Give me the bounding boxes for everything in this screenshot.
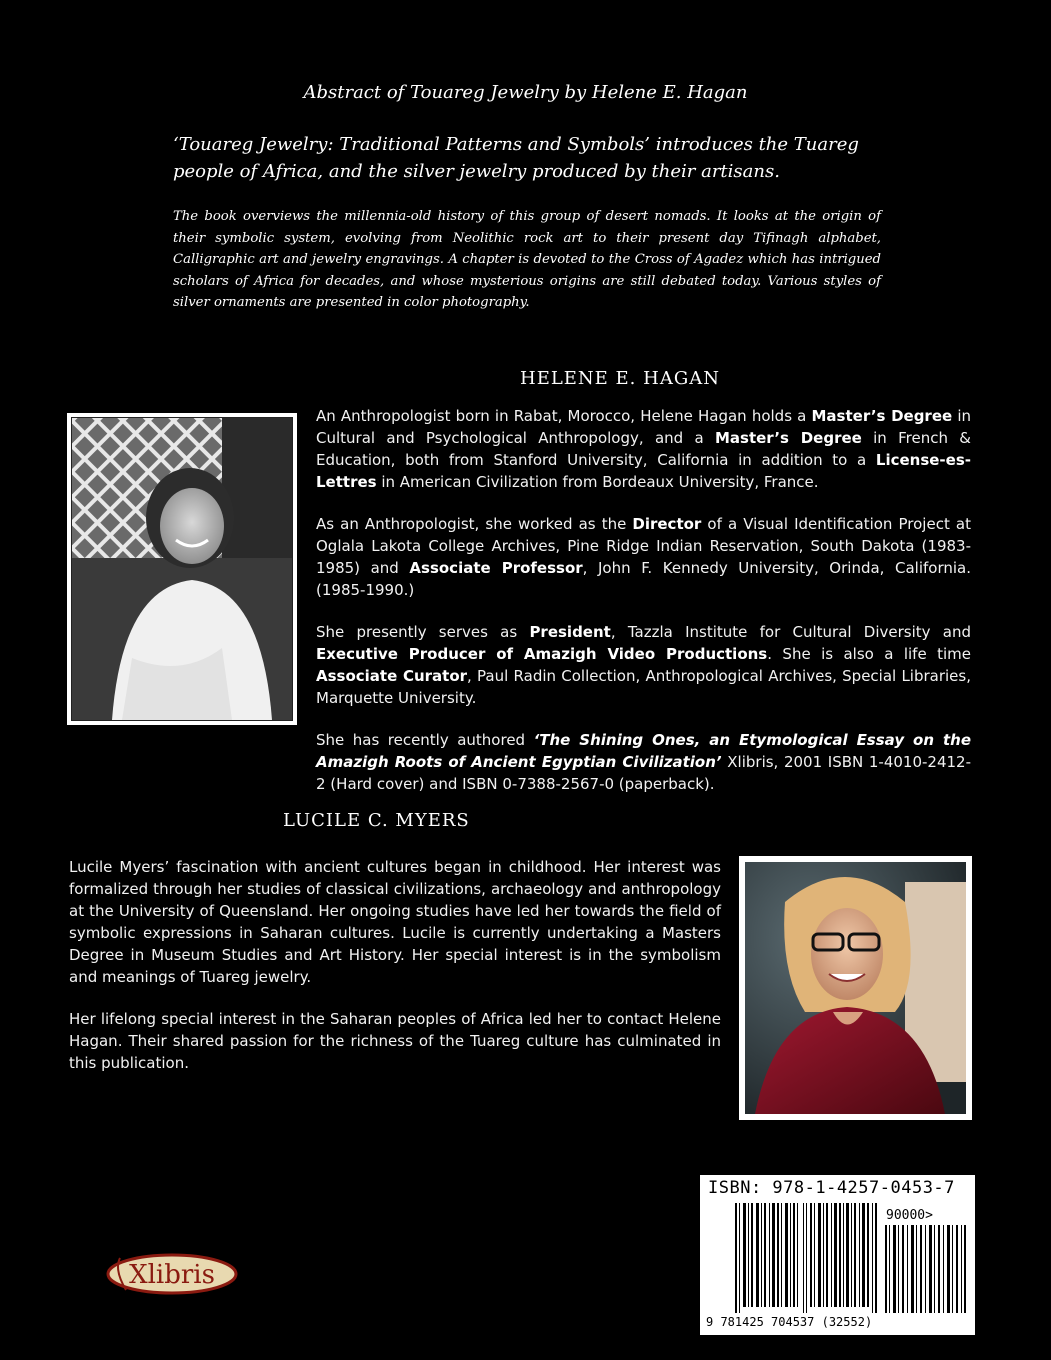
bio-emphasis: License-es-Lettres (316, 451, 971, 491)
bio-emphasis: Director (632, 515, 702, 533)
myers-bio-paragraph-2: Her lifelong special interest in the Saharan peoples of Africa led her to contact Helene Hagan. Their shared passion for the richness of the Tuareg culture has culminated in this publication. (69, 1010, 721, 1072)
hagan-bio-paragraph-2 (316, 513, 971, 601)
myers-portrait-image (745, 862, 966, 1114)
bio-text: , Tazzla Institute for Cultural Diversity and (610, 623, 971, 641)
myers-heading: LUCILE C. MYERS (283, 810, 470, 831)
bio-emphasis: Master’s Degree (714, 429, 862, 447)
bio-emphasis: Associate Curator (316, 667, 468, 685)
hagan-bio-paragraph-4 (316, 729, 971, 795)
bio-text: , Paul Radin Collection, Anthropological Archives, Special Libraries, Marquette University. (316, 667, 971, 707)
hagan-portrait-image (72, 418, 292, 720)
isbn-label: ISBN: 978-1-4257-0453-7 (708, 1178, 955, 1198)
xlibris-logo (104, 1250, 240, 1300)
abstract-intro: ‘Touareg Jewelry: Traditional Patterns and Symbols’ introduces the Tuareg people of Africa, and the silver jewelry produced by their artisans. (173, 134, 859, 182)
price-code: 90000> (886, 1208, 933, 1223)
bio-text: She has recently authored (316, 731, 534, 749)
xlibris-logo-text: Xlibris (129, 1260, 215, 1290)
bio-emphasis: Master’s Degree (811, 407, 953, 425)
bio-text: As an Anthropologist, she worked as the (316, 515, 633, 533)
bio-text: in French & Education, both from Stanford University, California in addition to a (316, 429, 971, 469)
barcode-digits: 9 781425 704537 (32552) (706, 1315, 873, 1329)
bio-text: An Anthropologist born in Rabat, Morocco, Helene Hagan holds a (316, 407, 812, 425)
bio-text: in Cultural and Psychological Anthropology, and a (316, 407, 972, 447)
isbn-barcode (700, 1175, 975, 1335)
bio-text: She presently serves as (316, 623, 530, 641)
bio-emphasis: Associate Professor (409, 559, 583, 577)
bio-text: in American Civilization from Bordeaux University, France. (376, 473, 819, 491)
myers-bio (69, 856, 721, 1094)
bio-text: of a Visual Identification Project at Oglala Lakota College Archives, Pine Ridge Indian Reservation, South Dakota (1983-1985) and (316, 515, 971, 577)
barcode-bars (735, 1203, 880, 1313)
myers-photo (739, 856, 972, 1120)
hagan-bio-paragraph-1 (316, 405, 971, 493)
bio-text: Xlibris, 2001 ISBN 1-4010-2412-2 (Hard cover) and ISBN 0-7388-2567-0 (paperback). (316, 753, 971, 793)
myers-bio-paragraph-1: Lucile Myers’ fascination with ancient cultures began in childhood. Her interest was formalized through her studies of classical civilizations, archaeology and anthropology at the University of Queensland. Her ongoing studies have led her towards the field of symbolic expressions in Saharan cultures. Lucile is currently undertaking a Masters Degree in Museum Studies and Art History. Her special interest is in the symbolism and meanings of Tuareg jewelry. (69, 858, 721, 986)
bio-text: , John F. Kennedy University, Orinda, California. (1985-1990.) (316, 559, 972, 599)
bio-emphasis: President (529, 623, 611, 641)
hagan-bio-paragraph-3 (316, 621, 971, 709)
price-barcode-bars (885, 1225, 967, 1313)
hagan-heading: HELENE E. HAGAN (520, 368, 720, 389)
book-title: ‘The Shining Ones, an Etymological Essay on the Amazigh Roots of Ancient Egyptian Civilization’ (316, 731, 972, 771)
xlibris-logo-image (104, 1250, 240, 1296)
bio-text: . She is also a life time (767, 645, 971, 663)
bio-emphasis: Executive Producer of Amazigh Video Productions (316, 645, 768, 663)
hagan-bio (316, 405, 971, 815)
abstract-body: The book overviews the millennia-old history of this group of desert nomads. It looks at the origin of their symbolic system, evolving from Neolithic rock art to their present day Tifinagh alphabet, Calligraphic art and jewelry engravings. A chapter is devoted to the Cross of Agadez which has intrigued scholars of Africa for decades, and whose mysterious origins are still debated today. Various styles of silver ornaments are presented in color photography. (173, 209, 881, 310)
hagan-photo (67, 413, 297, 725)
abstract-title: Abstract of Touareg Jewelry by Helene E. Hagan (303, 82, 748, 103)
